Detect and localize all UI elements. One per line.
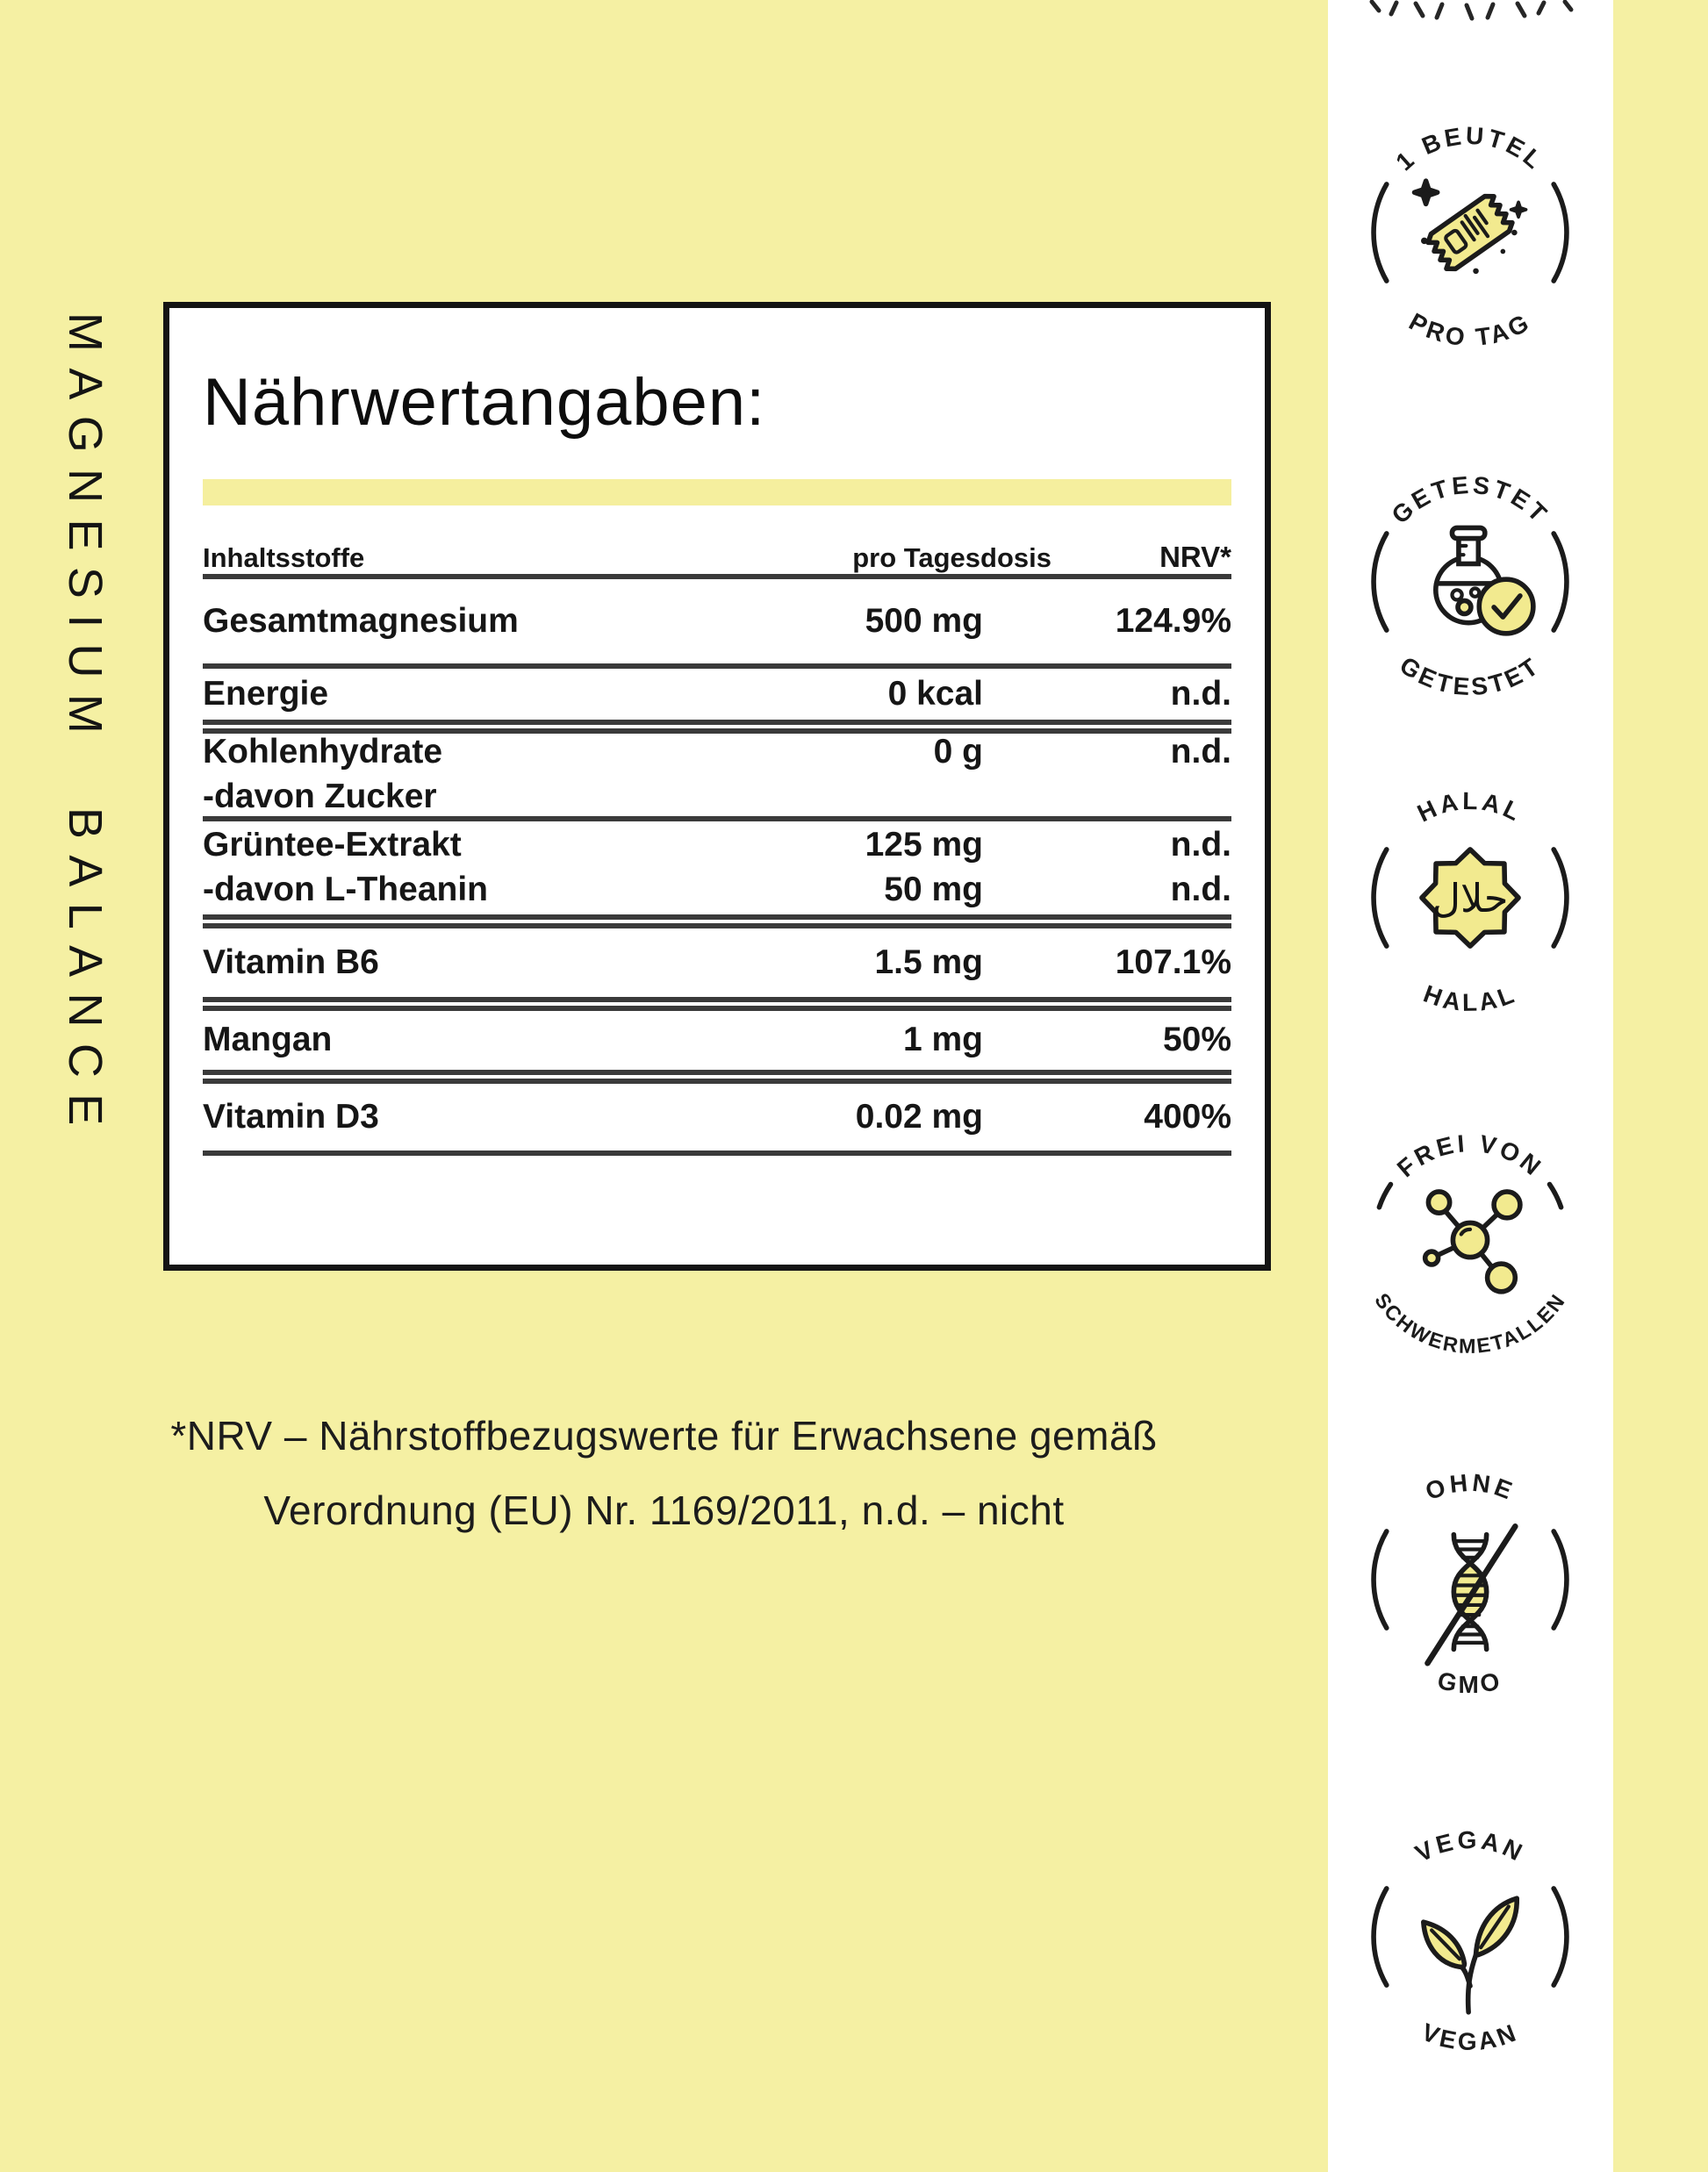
card-title: Nährwertangaben: [203, 365, 766, 440]
ring-arc-right [1554, 1889, 1567, 1985]
no-gmo-icon [1427, 1526, 1515, 1663]
row-name: Gesamtmagnesium [203, 601, 519, 640]
row-amount: 1.5 mg [874, 943, 983, 981]
footnote-line-2: Verordnung (EU) Nr. 1169/2011, n.d. – nicht [263, 1487, 1065, 1534]
svg-text:HALAL [1420, 979, 1520, 1015]
svg-text:VEGAN [1410, 1826, 1529, 1867]
ring-arc-right [1554, 849, 1567, 946]
table-row [203, 734, 1231, 816]
row-nrv: 50% [1162, 1021, 1231, 1059]
table-row [203, 821, 1231, 914]
product-name-vertical: MAGNESIUM BALANCE [59, 312, 111, 1142]
col-per-dose: pro Tagesdosis [852, 542, 1051, 573]
row-subname: -davon L-Theanin [203, 871, 488, 908]
badge-getestet [1347, 459, 1593, 705]
badge-halal [1347, 775, 1593, 1021]
row-nrv: 400% [1144, 1097, 1231, 1136]
row-name: Energie [203, 674, 329, 713]
badge-bottom-label: PRO TAG [1404, 307, 1536, 352]
ring-arc-right [1554, 184, 1567, 281]
row-amount: 0 kcal [887, 674, 983, 713]
table-row [203, 579, 1231, 663]
svg-text:VEGAN [1418, 2018, 1523, 2055]
row-name: Vitamin B6 [203, 943, 379, 981]
ring-arc-left [1374, 1889, 1387, 1985]
badge-top-label: FREI VON [1391, 1129, 1548, 1183]
flask-check-icon [1436, 527, 1533, 633]
divider-double [203, 914, 1231, 928]
halal-arabic-text: حلال [1432, 874, 1509, 921]
cutoff-badge-marks [1354, 0, 1591, 28]
row-amount: 500 mg [865, 601, 983, 640]
sparkle-icon [1511, 202, 1526, 217]
svg-text:FREI VON [1392, 1129, 1548, 1182]
col-nrv: NRV* [1159, 541, 1231, 573]
badge-bottom-label: SCHWERMETALLEN [1370, 1288, 1570, 1358]
badge-bottom-label: GMO [1435, 1667, 1505, 1698]
badge-bottom-label: VEGAN [1417, 2018, 1523, 2055]
ring-dash-right [1550, 1185, 1561, 1208]
row-nrv: n.d. [1170, 826, 1231, 864]
col-ingredient: Inhaltsstoffe [203, 542, 365, 573]
footnote-line-1: *NRV – Nährstoffbezugswerte für Erwachsene gemäß [170, 1413, 1158, 1459]
badge-top-label: GETESTET [1386, 470, 1554, 529]
badge-top-label: 1 BEUTEL [1390, 121, 1550, 176]
halal-star-icon [1422, 849, 1518, 946]
divider-double [203, 1070, 1231, 1084]
nutrition-card [163, 302, 1271, 1271]
row-nrv: n.d. [1170, 733, 1231, 771]
divider-double [203, 997, 1231, 1011]
badge-ohne-gmo [1347, 1457, 1593, 1702]
table-row [203, 1084, 1231, 1151]
row-subamount: 50 mg [884, 871, 983, 908]
table-header [203, 541, 1231, 574]
sachet-icon [1415, 181, 1526, 274]
svg-text:GMO [1435, 1667, 1505, 1698]
ring-arc-right [1554, 1531, 1567, 1628]
svg-text:SCHWERMETALLEN [1370, 1289, 1570, 1358]
ring-arc-left [1374, 849, 1387, 946]
ring-arc-left [1374, 1531, 1387, 1628]
svg-text:1 BEUTEL [1390, 122, 1549, 176]
svg-text:GETESTET [1386, 471, 1554, 529]
badge-vegan [1347, 1814, 1593, 2060]
badge-top-label: VEGAN [1410, 1826, 1530, 1867]
ring-arc-right [1554, 534, 1567, 630]
badge-frei-von-schwermetallen [1347, 1117, 1593, 1363]
nrv-footnote [0, 1399, 1328, 1548]
row-subname: -davon Zucker [203, 778, 437, 815]
row-amount: 0.02 mg [855, 1097, 983, 1136]
row-subnrv: n.d. [1170, 871, 1231, 908]
ring-arc-left [1374, 184, 1387, 281]
row-name: Grüntee-Extrakt [203, 826, 462, 864]
sprout-icon [1424, 1898, 1517, 2012]
divider [203, 1151, 1231, 1156]
row-nrv: n.d. [1170, 674, 1231, 713]
ring-arc-left [1374, 534, 1387, 630]
table-row [203, 669, 1231, 720]
badge-top-label: OHNE [1421, 1468, 1519, 1506]
row-name: Mangan [203, 1021, 333, 1059]
row-name: Kohlenhydrate [203, 733, 443, 771]
row-amount: 0 g [933, 733, 983, 771]
badge-beutel-pro-tag [1347, 110, 1593, 355]
badge-bottom-label: GETESTET [1395, 651, 1546, 701]
badge-top-label: HALAL [1413, 787, 1528, 828]
row-amount: 1 mg [902, 1021, 983, 1059]
row-nrv: 107.1% [1115, 943, 1231, 981]
svg-text:HALAL [1413, 787, 1527, 828]
badge-bottom-label: HALAL [1419, 979, 1521, 1016]
row-nrv: 124.9% [1115, 601, 1231, 640]
ring-dash-left [1379, 1185, 1390, 1208]
table-row [203, 1011, 1231, 1070]
svg-text:OHNE [1422, 1469, 1518, 1506]
highlight-bar [203, 479, 1231, 505]
svg-text:GETESTET [1395, 651, 1545, 700]
table-row [203, 928, 1231, 997]
molecule-icon [1425, 1192, 1520, 1292]
row-amount: 125 mg [865, 826, 983, 864]
svg-text:PRO TAG [1404, 308, 1535, 352]
sparkle-icon [1415, 181, 1438, 204]
row-name: Vitamin D3 [203, 1097, 379, 1136]
